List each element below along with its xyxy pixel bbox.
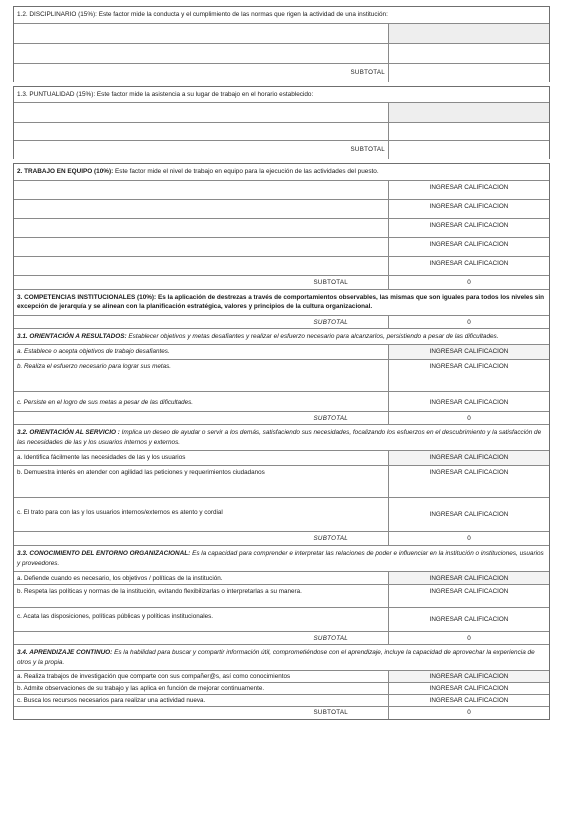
rate-cell[interactable]: INGRESAR CALIFICACION	[429, 183, 509, 191]
section-title: 3.1. ORIENTACIÓN A RESULTADOS:	[17, 332, 127, 340]
criterion-cell	[14, 181, 389, 199]
section-header-conocimiento-entorno	[14, 546, 549, 572]
section-description: Establecer objetivos y metas desafiantes y realizar el esfuerzo necesario para alcanzarlos, persistiendo a pesar de las dificultades.	[128, 332, 499, 340]
table-row	[14, 585, 549, 608]
subtotal-label: SUBTOTAL	[14, 276, 389, 289]
subtotal-value	[389, 64, 549, 82]
subtotal-value: 0	[467, 535, 471, 542]
rating-cell[interactable]	[389, 44, 549, 63]
table-row	[14, 44, 549, 64]
table-row	[14, 200, 549, 219]
table-row	[14, 24, 549, 44]
subtotal-row	[14, 412, 549, 425]
criterion-cell	[14, 44, 389, 63]
table-row	[14, 181, 549, 200]
rate-cell[interactable]: INGRESAR CALIFICACION	[429, 240, 509, 248]
section-trabajo-equipo	[13, 163, 550, 720]
criterion-cell	[14, 238, 389, 256]
subtotal-value: 0	[467, 709, 471, 716]
subtotal-value: 0	[467, 278, 471, 286]
rate-cell[interactable]: INGRESAR CALIFICACION	[389, 572, 549, 584]
section-title: 3.4. APRENDIZAJE CONTINUO:	[17, 649, 113, 656]
rate-cell[interactable]: INGRESAR CALIFICACION	[389, 671, 549, 682]
table-row	[14, 683, 549, 695]
section-title: 3.2. ORIENTACIÓN AL SERVICIO :	[17, 429, 120, 436]
section-description: Es la aplicación de destrezas a través de comportamientos observables, las mismas que son iguales para todos los niveles sin excepción de jerarquía y se alinean con la planificación estratégica, valores y principios de la cultura organizacional.	[17, 293, 545, 310]
rate-cell[interactable]: INGRESAR CALIFICACION	[389, 345, 549, 359]
rate-cell[interactable]: INGRESAR CALIFICACION	[429, 511, 509, 518]
table-row	[14, 103, 549, 123]
rate-cell[interactable]: INGRESAR CALIFICACION	[429, 469, 509, 476]
section-header-aprendizaje-continuo	[14, 645, 549, 671]
subtotal-value: 0	[467, 635, 471, 642]
evaluation-form	[13, 6, 550, 720]
criterion-cell	[14, 257, 389, 275]
rate-cell[interactable]: INGRESAR CALIFICACION	[429, 202, 509, 210]
table-row	[14, 466, 549, 498]
subtotal-label: SUBTOTAL	[14, 632, 389, 644]
rate-cell[interactable]: INGRESAR CALIFICACION	[429, 616, 509, 623]
subtotal-label: SUBTOTAL	[14, 141, 389, 159]
table-row	[14, 123, 549, 141]
criterion-text: b. Realiza el esfuerzo necesario para lograr sus metas.	[14, 360, 389, 391]
criterion-text: b. Demuestra interés en atender con agilidad las peticiones y requerimientos ciudadanos	[14, 466, 389, 497]
section-header-orientacion-servicio	[14, 425, 549, 451]
subtotal-row	[14, 276, 549, 290]
rating-cell[interactable]	[389, 123, 549, 140]
criterion-cell	[14, 200, 389, 218]
criterion-text: a. Realiza trabajos de investigación que comparte con sus compañer@s, así como conocimientos	[14, 671, 389, 682]
table-row	[14, 572, 549, 585]
table-row	[14, 238, 549, 257]
rate-cell[interactable]: INGRESAR CALIFICACION	[429, 697, 509, 704]
subtotal-row	[14, 141, 549, 159]
rate-cell[interactable]: INGRESAR CALIFICACION	[429, 588, 509, 595]
table-row	[14, 451, 549, 466]
section-description: Este factor mide la asistencia a su lugar de trabajo en el horario establecido:	[96, 90, 314, 98]
subtotal-value: 0	[467, 318, 471, 326]
section-title: 3.3. CONOCIMIENTO DEL ENTORNO ORGANIZACIONAL:	[17, 550, 191, 557]
subtotal-row	[14, 632, 549, 645]
rate-cell[interactable]: INGRESAR CALIFICACION	[429, 363, 509, 370]
subtotal-value: 0	[467, 415, 471, 422]
rate-cell[interactable]: INGRESAR CALIFICACION	[429, 221, 509, 229]
rate-cell[interactable]: INGRESAR CALIFICACION	[429, 399, 509, 406]
table-row	[14, 257, 549, 276]
section-header	[14, 164, 549, 181]
rate-cell[interactable]: INGRESAR CALIFICACION	[429, 685, 509, 692]
criterion-cell	[14, 123, 389, 140]
table-row	[14, 360, 549, 392]
subtotal-row	[14, 316, 549, 329]
criterion-text: b. Respeta las políticas y normas de la institución, evitando flexibilizarlas o interpretarlas a su manera.	[14, 585, 389, 607]
section-title: 1.2. DISCIPLINARIO (15%):	[17, 11, 97, 18]
section-title: 3. COMPETENCIAS INSTITUCIONALES (10%):	[17, 293, 157, 301]
subtotal-row	[14, 707, 549, 719]
table-row	[14, 608, 549, 632]
criterion-text: b. Admite observaciones de su trabajo y las aplica en función de mejorar continuamente.	[14, 683, 389, 694]
table-row	[14, 498, 549, 532]
section-title: 2. TRABAJO EN EQUIPO (10%):	[17, 168, 114, 175]
subtotal-label: SUBTOTAL	[14, 64, 389, 82]
section-header	[14, 7, 549, 24]
rating-cell[interactable]	[389, 24, 549, 43]
criterion-cell	[14, 219, 389, 237]
section-header	[14, 87, 549, 104]
criterion-text: a. Establece o acepta objetivos de trabajo desafiantes.	[14, 345, 389, 359]
criterion-text: c. Busca los recursos necesarios para realizar una actividad nueva.	[14, 695, 389, 706]
section-description: Es la capacidad para comprender e interpretar las relaciones de poder e influenciar en la institución o instituciones, usuarios y proveedores.	[17, 550, 544, 567]
table-row	[14, 392, 549, 412]
criterion-text: c. Persiste en el logro de sus metas a pesar de las dificultades.	[14, 392, 389, 411]
subtotal-row	[14, 64, 549, 82]
criterion-text: c. Acata las disposiciones, políticas públicas y políticas institucionales.	[14, 608, 389, 631]
table-row	[14, 695, 549, 707]
subtotal-label: SUBTOTAL	[14, 316, 389, 328]
rate-cell[interactable]: INGRESAR CALIFICACION	[389, 451, 549, 465]
criterion-cell	[14, 103, 389, 122]
subtotal-value	[389, 141, 549, 159]
subtotal-label: SUBTOTAL	[14, 707, 389, 719]
table-row	[14, 345, 549, 360]
subtotal-label: SUBTOTAL	[14, 412, 389, 424]
criterion-text: c. El trato para con las y los usuarios internos/externos es atento y cordial	[14, 498, 389, 531]
rating-cell[interactable]	[389, 103, 549, 122]
criterion-cell	[14, 24, 389, 43]
section-description: Implica un deseo de ayudar o servir a los demás, satisfaciendo sus necesidades, focalizando los esfuerzos en el descubrimiento y la satisfacción de las necesidades de las y los usuarios internos y externos.	[17, 429, 542, 446]
section-disciplinario	[13, 6, 550, 82]
criterion-text: a. Identifica fácilmente las necesidades de las y los usuarios	[14, 451, 389, 465]
section-description: Este factor mide la conducta y el cumplimiento de las normas que rigen la actividad de una institución:	[98, 11, 388, 18]
section-header-orientacion-resultados	[14, 329, 549, 346]
criterion-text: a. Defiende cuando es necesario, los objetivos / políticas de la institución.	[14, 572, 389, 584]
section-title: 1.3. PUNTUALIDAD (15%):	[17, 90, 96, 98]
section-description: Es la habilidad para buscar y compartir información útil, comprometiéndose con el aprendizaje, incluye la capacidad de aprovechar la experiencia de otros y la propia.	[17, 649, 535, 666]
section-puntualidad	[13, 86, 550, 160]
subtotal-label: SUBTOTAL	[14, 532, 389, 545]
rate-cell[interactable]: INGRESAR CALIFICACION	[429, 259, 509, 267]
section-header-competencias	[14, 290, 549, 316]
section-description: Este factor mide el nivel de trabajo en equipo para la ejecución de las actividades del puesto.	[115, 168, 379, 175]
table-row	[14, 671, 549, 683]
subtotal-row	[14, 532, 549, 546]
table-row	[14, 219, 549, 238]
